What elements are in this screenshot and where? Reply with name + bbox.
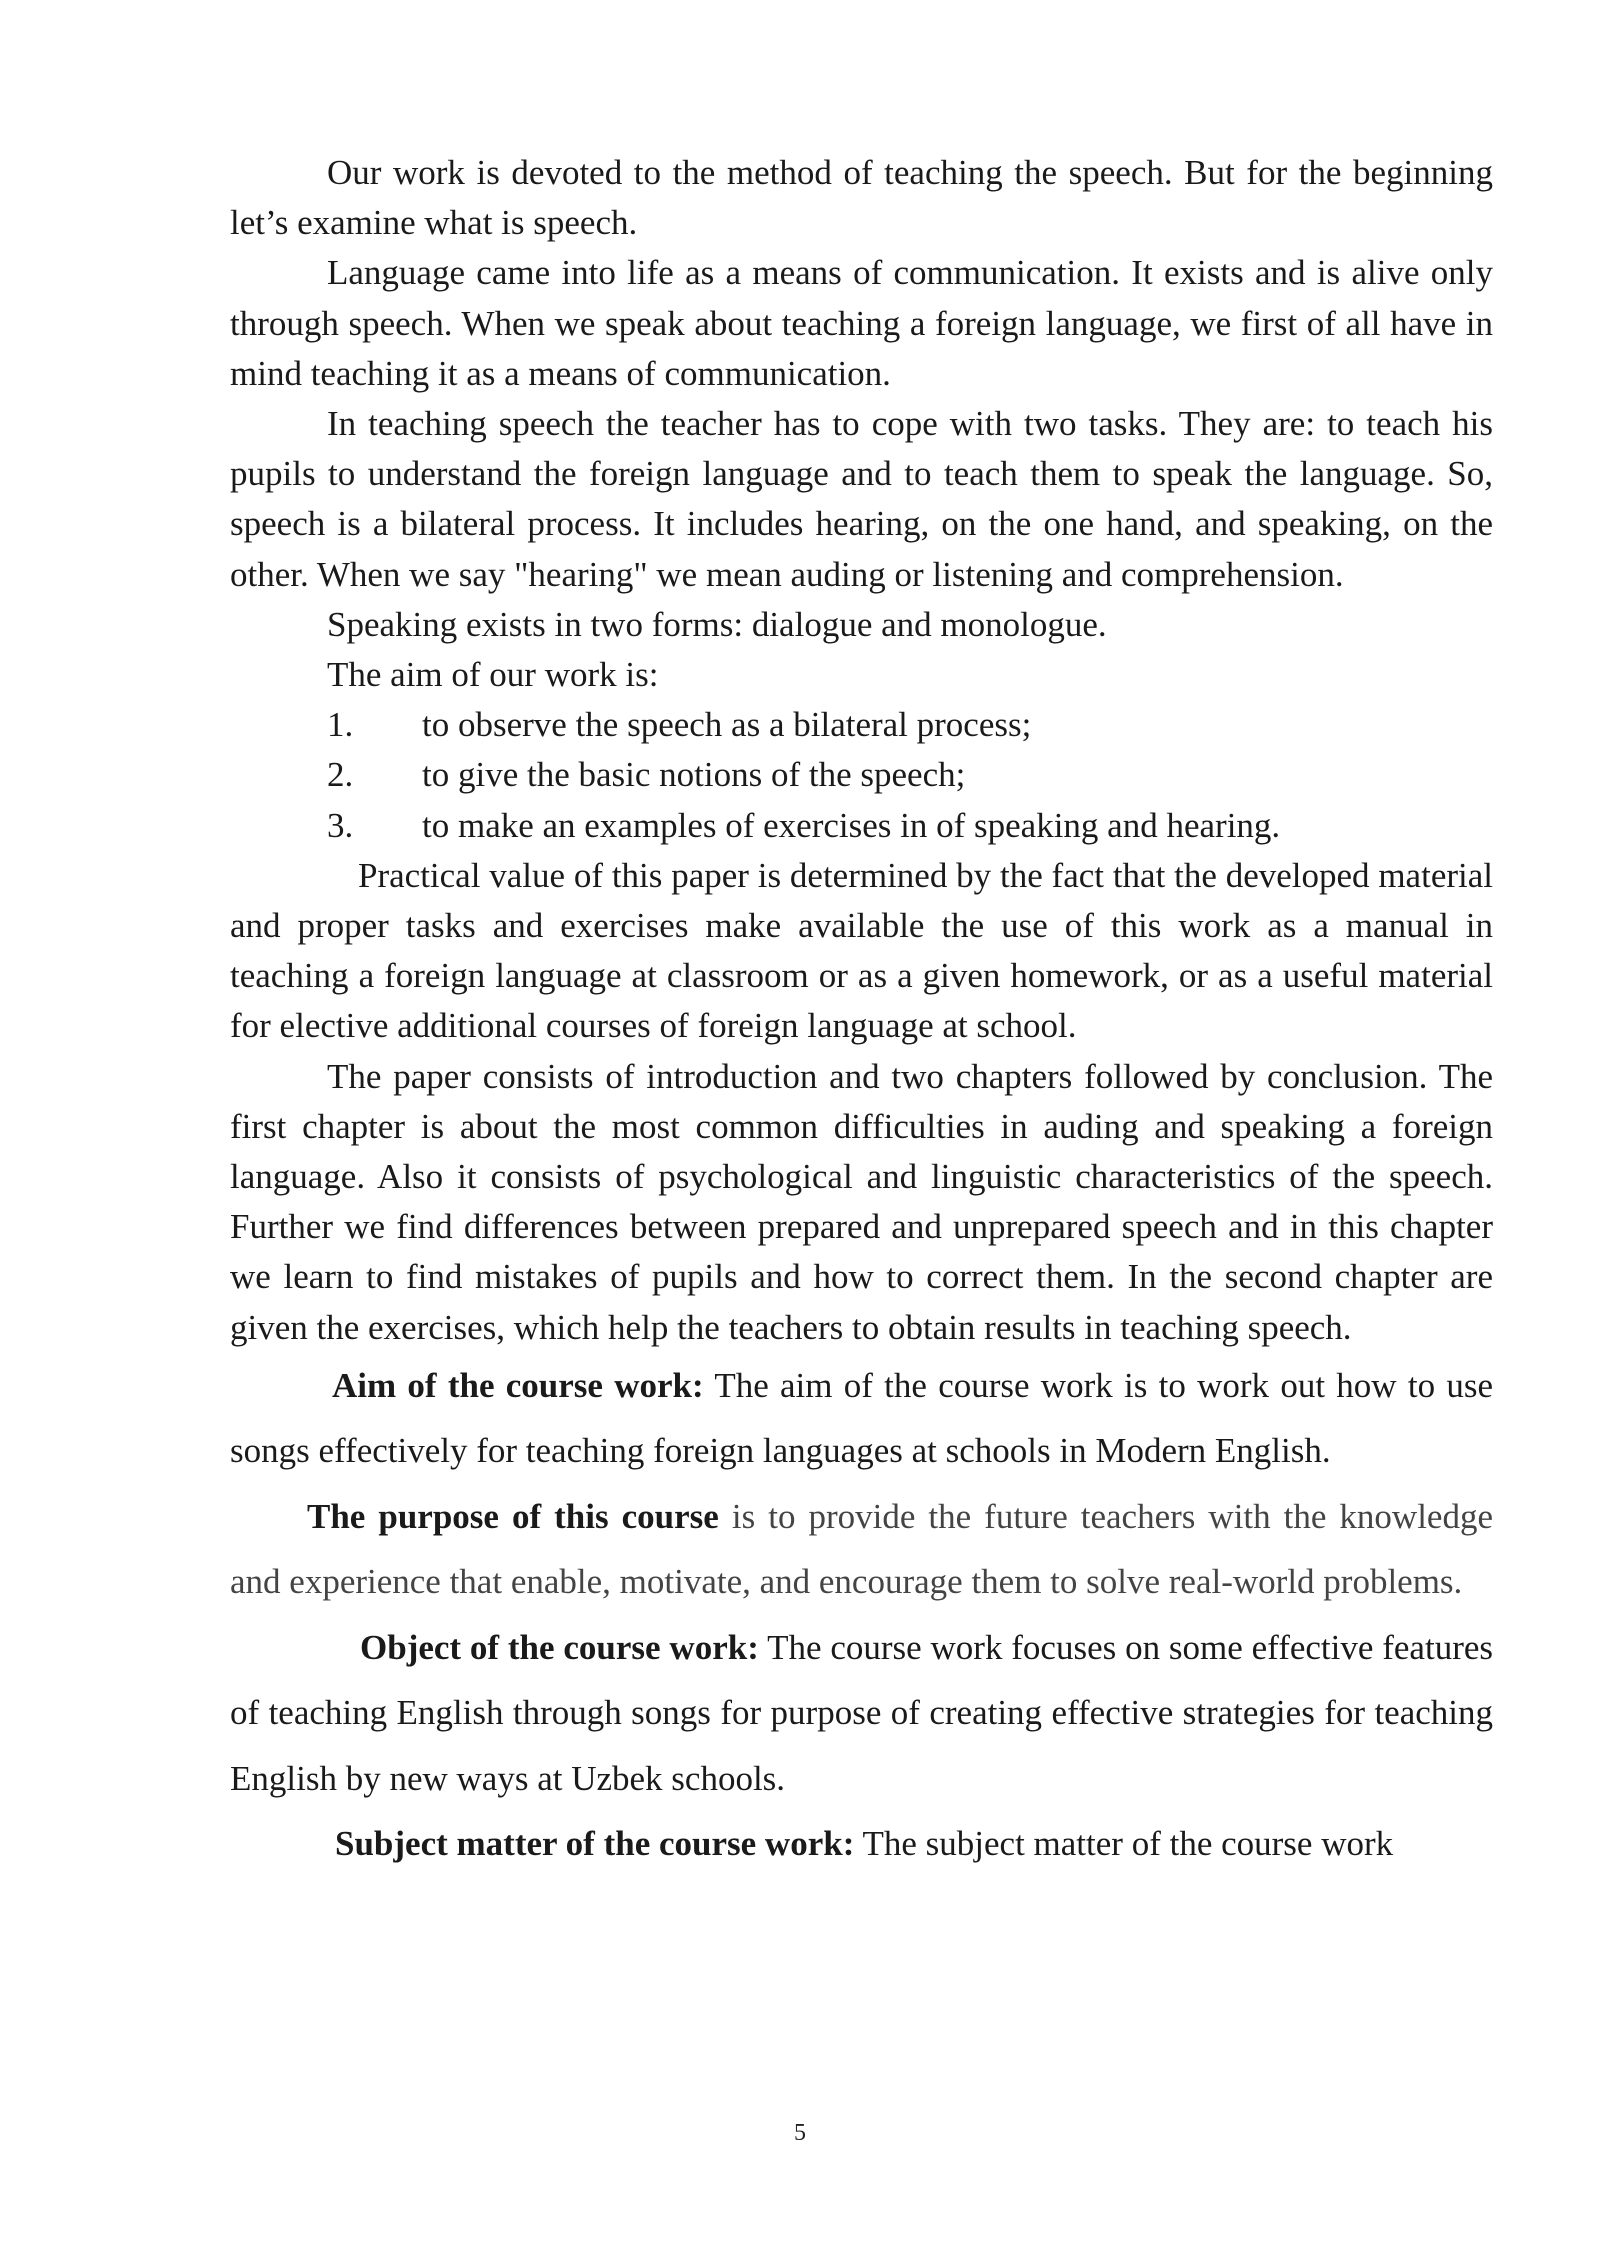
section-purpose-text: is to provide the future teachers with the knowledge and experience that enable, motivate, and encourage them to solve real-world problems. — [230, 1496, 1494, 1602]
paragraph-language: Language came into life as a means of communication. It exists and is alive only through speech. When we speak about teaching a foreign language, we first of all have in mind teaching it as a means of communication. — [230, 253, 1493, 393]
section-purpose — [230, 1484, 1493, 1615]
list-item-text: to make an examples of exercises in of speaking and hearing. — [422, 805, 1281, 845]
section-aim-text: The aim of the course work is to work out how to use songs effectively for teaching foreign languages at schools in Modern English. — [230, 1365, 1493, 1471]
section-subject — [230, 1811, 1493, 1877]
page-number: 5 — [794, 2120, 806, 2146]
list-item-number: 1. — [327, 705, 354, 745]
paragraph-teaching-speech: In teaching speech the teacher has to cope with two tasks. They are: to teach his pupils to understand the foreign language and to teach them to speak the language. So, speech is a bilateral process. It includes hearing, on the one hand, and speaking, on the other. When we say "hearing" we mean auding or listening and comprehension. — [230, 404, 1493, 594]
section-subject-label: Subject matter of the course work: — [335, 1824, 855, 1864]
section-subject-text: The subject matter of the course work — [862, 1824, 1394, 1864]
section-object — [230, 1615, 1493, 1812]
list-item — [230, 700, 1493, 750]
paragraph-speaking-forms: Speaking exists in two forms: dialogue and monologue. — [327, 604, 1107, 644]
section-object-text: The course work focuses on some effective features of teaching English through songs for purpose of creating effective strategies for teaching English by new ways at Uzbek schools. — [230, 1627, 1493, 1798]
list-item-text: to give the basic notions of the speech; — [422, 755, 966, 795]
list-item — [230, 750, 1493, 800]
paragraph-intro: Our work is devoted to the method of teaching the speech. But for the beginning let’s examine what is speech. — [230, 153, 1493, 243]
list-item — [230, 801, 1493, 851]
list-item-number: 3. — [327, 805, 354, 845]
list-item-text: to observe the speech as a bilateral process; — [422, 705, 1032, 745]
page-body — [230, 148, 1493, 1877]
section-object-label: Object of the course work: — [360, 1627, 759, 1667]
list-item-number: 2. — [327, 755, 354, 795]
paragraph-practical-value: Practical value of this paper is determined by the fact that the developed material and proper tasks and exercises make available the use of this work as a manual in teaching a foreign language at classroom or as a given homework, or as a useful material for elective additional courses of foreign language at school. — [230, 855, 1493, 1046]
paragraph-aim-intro: The aim of our work is: — [327, 655, 659, 695]
section-aim — [230, 1353, 1493, 1484]
section-purpose-label: The purpose of this course — [307, 1496, 719, 1536]
section-aim-label: Aim of the course work: — [332, 1365, 704, 1405]
paragraph-paper-structure: The paper consists of introduction and two chapters followed by conclusion. The first chapter is about the most common difficulties in auding and speaking a foreign language. Also it consists of psychological and linguistic characteristics of the speech. Further we find differences between prepared and unprepared speech and in this chapter we learn to find mistakes of pupils and how to correct them. In the second chapter are given the exercises, which help the teachers to obtain results in teaching speech. — [230, 1056, 1493, 1347]
aims-list — [230, 700, 1493, 851]
